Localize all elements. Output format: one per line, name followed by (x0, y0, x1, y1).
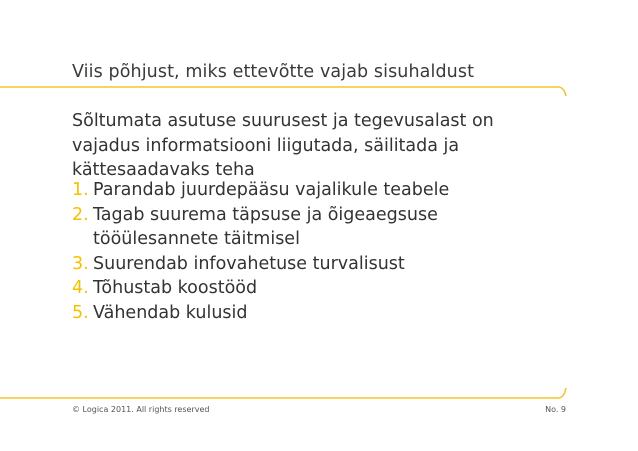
list-item-number: 3. (72, 253, 89, 274)
list-item (72, 203, 542, 252)
list-item-text: Vähendab kulusid (93, 302, 248, 323)
list-item-text: Parandab juurdepääsu vajalikule teabele (93, 180, 450, 200)
list-item-number: 1. (72, 180, 89, 200)
list-item (72, 276, 542, 301)
page-number: No. 9 (545, 405, 566, 414)
list-item-text: Tõhustab koostööd (93, 278, 258, 298)
list-item-number: 2. (72, 204, 89, 225)
list-item (72, 178, 542, 203)
list-item (72, 252, 542, 277)
list-item-number: 5. (72, 302, 89, 323)
list-item (72, 301, 542, 326)
slide-title: Viis põhjust, miks ettevõtte vajab sisuhaldust (72, 62, 475, 82)
copyright-text: © Logica 2011. All rights reserved (72, 405, 210, 414)
reasons-list (72, 178, 542, 325)
list-item-number: 4. (72, 278, 89, 298)
intro-paragraph: Sõltumata asutuse suurusest ja tegevusalast on vajadus informatsiooni liigutada, säilitada ja kättesaadavaks teha (72, 111, 494, 180)
list-item-text: Suurendab infovahetuse turvalisust (93, 253, 405, 274)
list-item-text: Tagab suurema täpsuse ja õigeaegsuse tööülesannete täitmisel (93, 204, 438, 249)
